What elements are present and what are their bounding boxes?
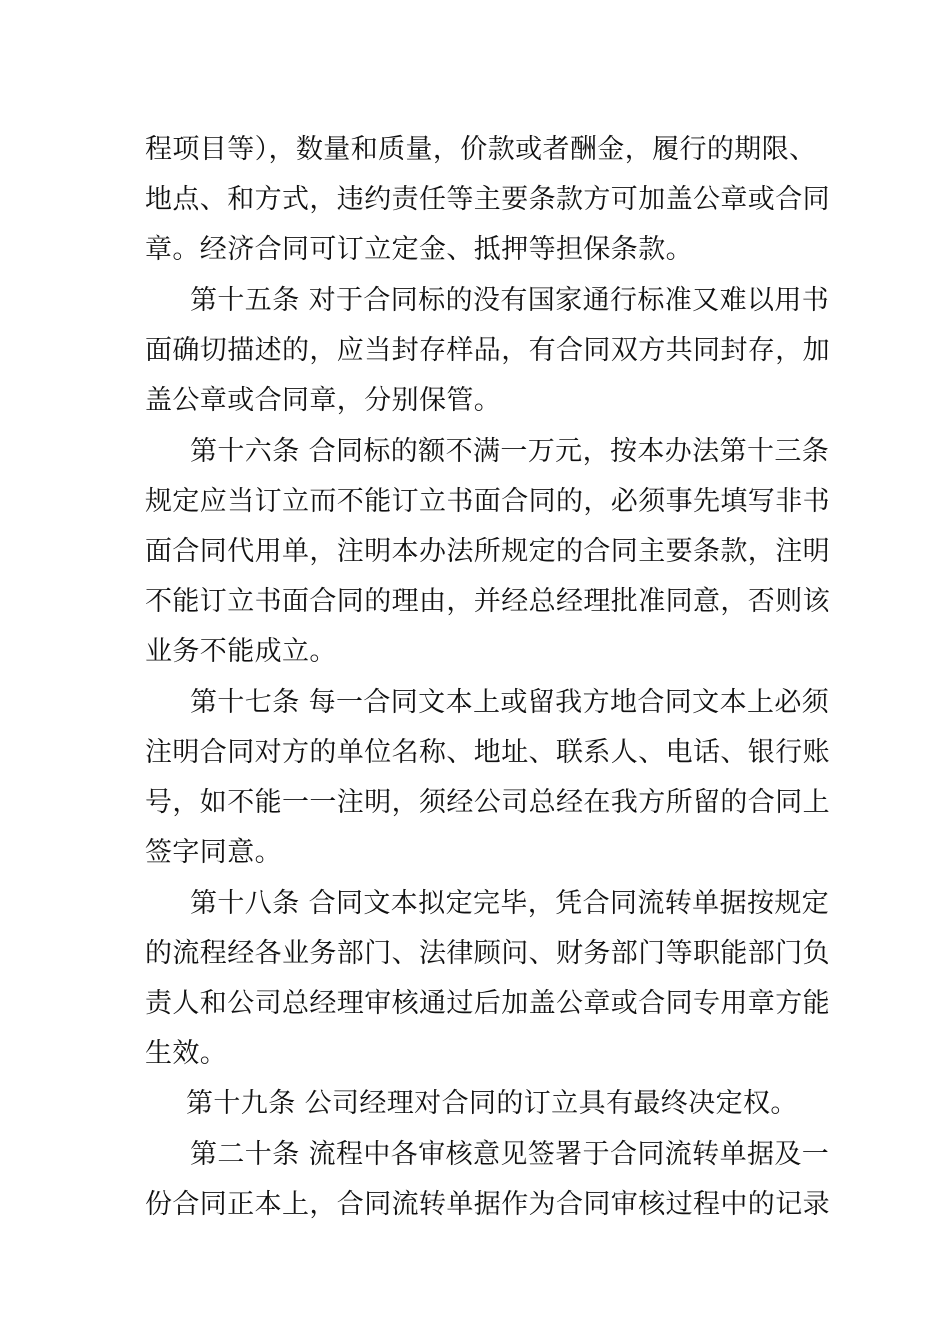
text-line: 签字同意。 (145, 837, 282, 868)
text-line: 章。经济合同可订立定金、抵押等担保条款。 (145, 234, 693, 265)
text-line: 的流程经各业务部门、法律顾问、财务部门等职能部门负 (145, 938, 830, 969)
text-line: 责人和公司总经理审核通过后加盖公章或合同专用章方能 (145, 988, 830, 1019)
article-20-heading-line: 第二十条 流程中各审核意见签署于合同流转单据及一 (190, 1139, 830, 1170)
text-line: 程项目等），数量和质量，价款或者酬金，履行的期限、 (145, 134, 817, 165)
text-line: 注明合同对方的单位名称、地址、联系人、电话、银行账 (145, 737, 830, 768)
text-line: 地点、和方式，违约责任等主要条款方可加盖公章或合同 (145, 184, 830, 215)
article-18-heading-line: 第十八条 合同文本拟定完毕，凭合同流转单据按规定 (190, 888, 830, 919)
article-17-heading-line: 第十七条 每一合同文本上或留我方地合同文本上必须 (190, 687, 830, 718)
article-16-heading-line: 第十六条 合同标的额不满一万元，按本办法第十三条 (190, 436, 830, 467)
text-line: 面合同代用单，注明本办法所规定的合同主要条款，注明 (145, 536, 830, 567)
text-line: 号，如不能一一注明，须经公司总经在我方所留的合同上 (145, 787, 830, 818)
text-line: 规定应当订立而不能订立书面合同的，必须事先填写非书 (145, 486, 830, 517)
text-line: 份合同正本上，合同流转单据作为合同审核过程中的记录 (145, 1189, 830, 1220)
text-line: 盖公章或合同章，分别保管。 (145, 385, 502, 416)
text-line: 业务不能成立。 (145, 636, 337, 667)
article-15-heading-line: 第十五条 对于合同标的没有国家通行标准又难以用书 (190, 285, 830, 316)
article-19-line: 第十九条 公司经理对合同的订立具有最终决定权。 (186, 1088, 798, 1119)
text-line: 生效。 (145, 1038, 228, 1069)
text-line: 面确切描述的，应当封存样品，有合同双方共同封存，加 (145, 335, 830, 366)
text-line: 不能订立书面合同的理由，并经总经理批准同意，否则该 (145, 586, 830, 617)
